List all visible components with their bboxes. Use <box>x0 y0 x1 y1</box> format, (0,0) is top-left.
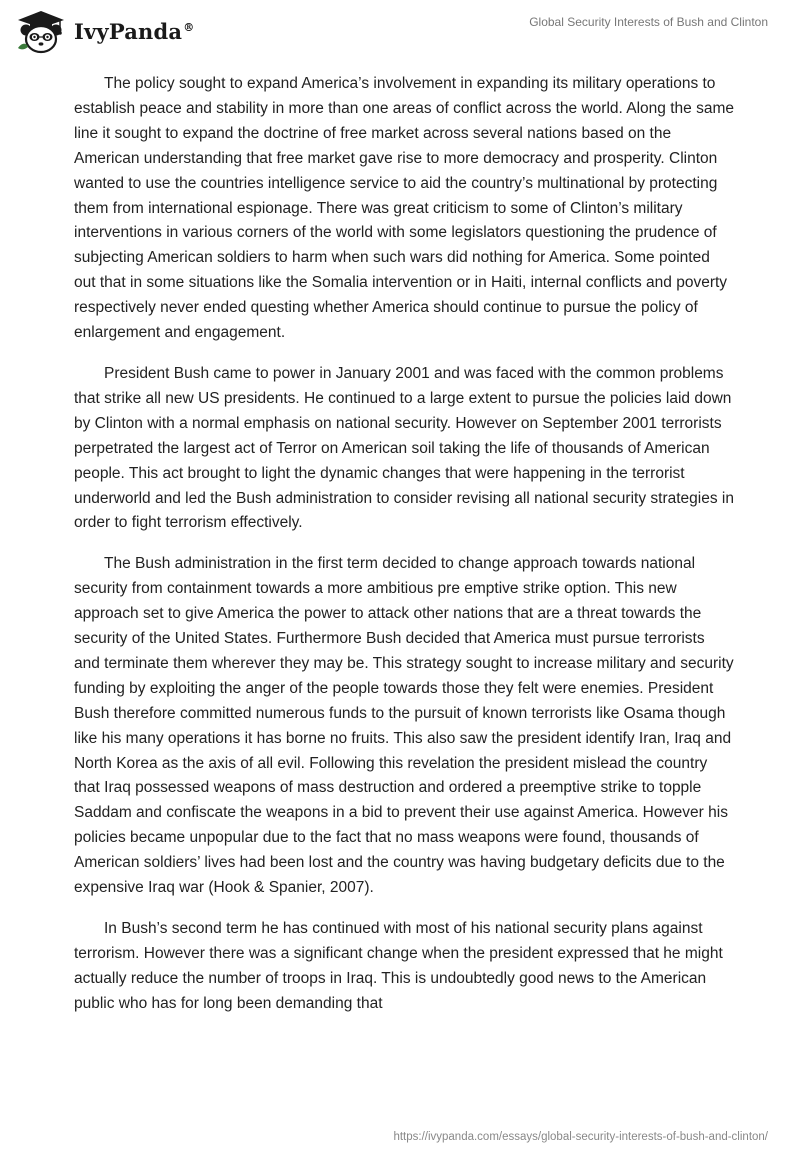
panda-logo-icon <box>14 8 68 54</box>
paragraph-4: In Bush’s second term he has continued with most of his national security plans against terrorism. However there was a significant change when the president expressed that he might actually reduce the number of troops in Iraq. This is undoubtedly good news to the American public who has for long been demanding that <box>74 920 723 1012</box>
essay-body <box>74 72 734 1033</box>
paragraph-3: The Bush administration in the first term decided to change approach towards national security from containment towards a more ambitious pre emptive strike option. This new approach set to give America the power to attack other nations that are a threat towards the security of the United States. Furthermore Bush decided that America must pursue terrorists and terminate them wherever they may be. This strategy sought to increase military and security funding by exploiting the anger of the people towards those they felt were enemies. President Bush therefore committed numerous funds to the pursuit of known terrorists like Osama though like his many operations it has borne no fruits. This also saw the president identify Iran, Iraq and North Korea as the axis of all evil. Following this revelation the president mislead the country that Iraq possessed weapons of mass destruction and ordered a preemptive strike to topple Saddam and confiscate the weapons in a bid to prevent their use against America. However his policies became unpopular due to the fact that no mass weapons were found, thousands of American soldiers’ lives had been lost and the country was having budgetary deficits due to the expensive Iraq war (Hook & Spanier, 2007). <box>74 555 734 897</box>
brand-logo[interactable] <box>14 8 194 54</box>
page-header <box>0 0 800 60</box>
source-url[interactable]: https://ivypanda.com/essays/global-security-interests-of-bush-and-clinton/ <box>393 1131 768 1143</box>
brand-registered-mark: ® <box>183 20 195 34</box>
paragraph-2: President Bush came to power in January 2001 and was faced with the common problems that strike all new US presidents. He continued to a large extent to pursue the policies laid down by Clinton with a normal emphasis on national security. However on September 2001 terrorists perpetrated the largest act of Terror on American soil taking the life of thousands of American people. This act brought to light the dynamic changes that were happening in the terrorist underworld and led the Bush administration to consider revising all national security strategies in order to fight terrorism effectively. <box>74 364 734 532</box>
brand-name: IvyPanda® <box>74 18 195 44</box>
document-title: Global Security Interests of Bush and Clinton <box>529 15 768 29</box>
paragraph-1: The policy sought to expand America’s involvement in expanding its military operations to establish peace and stability in more than one areas of conflict across the world. Along the same line it sought to expand the doctrine of free market across several nations based on the American understanding that free market gave rise to more democracy and prosperity. Clinton wanted to use the countries intelligence service to aid the country’s multinational by protecting them from international espionage. There was great criticism to some of Clinton’s military interventions in various corners of the world with some legislators questioning the prudence of subjecting American soldiers to harm when such wars did nothing for America. Some pointed out that in some situations like the Somalia intervention or in Haiti, internal conflicts and poverty respectively never ended questing whether America should continue to pursue the policy of enlargement and engagement. <box>74 75 734 342</box>
